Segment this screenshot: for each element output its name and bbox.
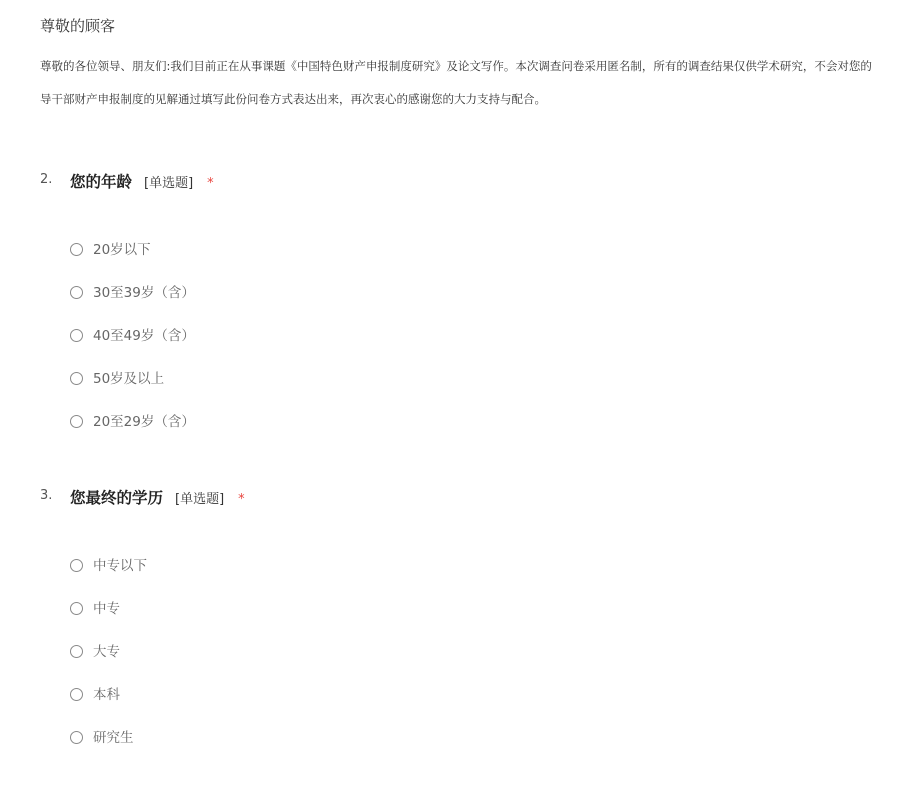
option-edu-bachelor[interactable] bbox=[70, 687, 670, 730]
option-age-40-49[interactable] bbox=[70, 328, 670, 371]
option-label: 大专 bbox=[93, 644, 120, 660]
radio-button[interactable] bbox=[70, 731, 83, 744]
option-edu-graduate[interactable] bbox=[70, 730, 670, 773]
option-label: 20至29岁（含） bbox=[93, 414, 195, 430]
question-title-text: 您的年龄 bbox=[70, 173, 133, 191]
question-type-label: [单选题] bbox=[175, 492, 225, 507]
option-age-30-39[interactable] bbox=[70, 285, 670, 328]
age-options bbox=[70, 242, 670, 457]
radio-button[interactable] bbox=[70, 243, 83, 256]
option-edu-college[interactable] bbox=[70, 644, 670, 687]
option-label: 中专以下 bbox=[93, 558, 147, 574]
survey-greeting: 尊敬的顾客 bbox=[40, 17, 116, 35]
option-label: 研究生 bbox=[93, 730, 134, 746]
option-label: 本科 bbox=[93, 687, 120, 703]
option-label: 50岁及以上 bbox=[93, 371, 165, 387]
radio-button[interactable] bbox=[70, 286, 83, 299]
option-age-under-20[interactable] bbox=[70, 242, 670, 285]
radio-button[interactable] bbox=[70, 688, 83, 701]
question-type-label: [单选题] bbox=[144, 176, 194, 191]
option-age-20-29[interactable] bbox=[70, 414, 670, 457]
option-label: 中专 bbox=[93, 601, 120, 617]
education-options bbox=[70, 558, 670, 773]
intro-line: 导干部财产申报制度的见解通过填写此份问卷方式表达出来，再次衷心的感谢您的大力支持与配合。 bbox=[40, 92, 546, 106]
intro-line: 尊敬的各位领导、朋友们:我们目前正在从事课题《中国特色财产申报制度研究》及论文写作。本次调查问卷采用匿名制，所有的调查结果仅供学术研究，不会对您的 bbox=[40, 59, 872, 73]
option-label: 20岁以下 bbox=[93, 242, 151, 258]
option-age-50-plus[interactable] bbox=[70, 371, 670, 414]
question-title-text: 您最终的学历 bbox=[70, 489, 164, 507]
radio-button[interactable] bbox=[70, 645, 83, 658]
option-edu-below-secondary[interactable] bbox=[70, 558, 670, 601]
radio-button[interactable] bbox=[70, 602, 83, 615]
radio-button[interactable] bbox=[70, 559, 83, 572]
radio-button[interactable] bbox=[70, 329, 83, 342]
option-label: 30至39岁（含） bbox=[93, 285, 195, 301]
radio-button[interactable] bbox=[70, 415, 83, 428]
required-mark: * bbox=[207, 176, 214, 191]
required-mark: * bbox=[238, 492, 245, 507]
survey-intro bbox=[40, 57, 900, 123]
question-number: 2. bbox=[40, 172, 53, 187]
radio-button[interactable] bbox=[70, 372, 83, 385]
question-title bbox=[70, 170, 214, 192]
option-label: 40至49岁（含） bbox=[93, 328, 195, 344]
question-title bbox=[70, 486, 245, 508]
option-edu-secondary[interactable] bbox=[70, 601, 670, 644]
question-number: 3. bbox=[40, 488, 53, 503]
